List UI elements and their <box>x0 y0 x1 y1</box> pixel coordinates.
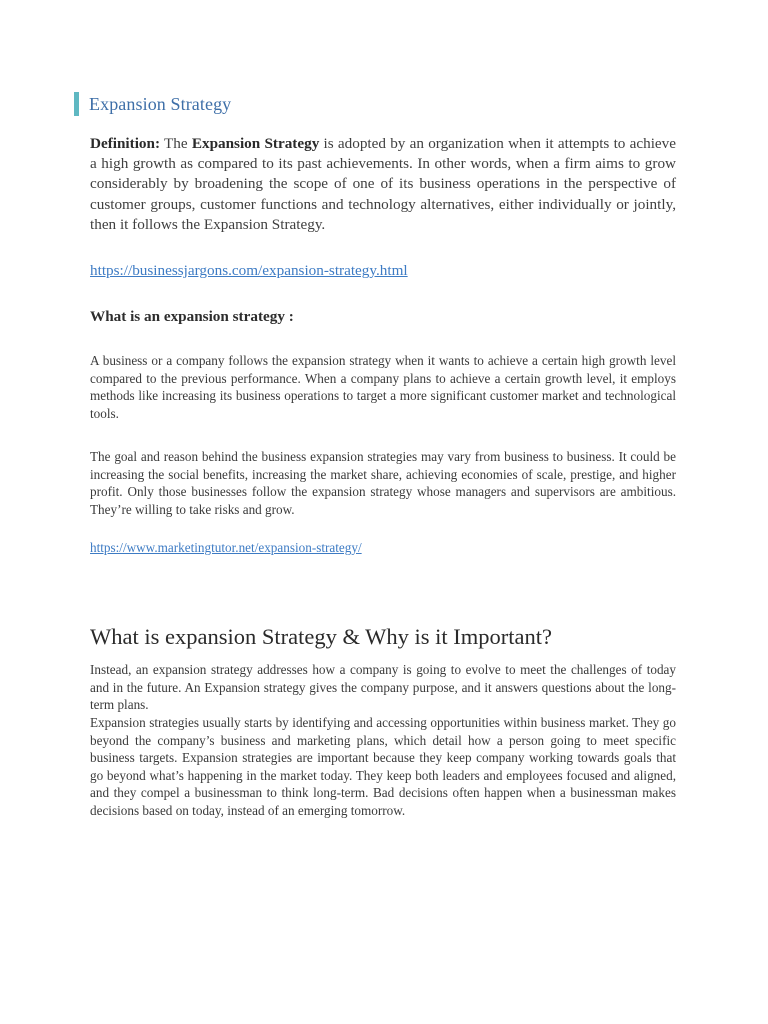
definition-text: is adopted by an organization when it attempts to achieve a high growth as compared to its past achievements. In other words, when a firm aims to grow considerably by broadening the scope of one of its business operations in the perspective of customer groups, customer functions and technology alternatives, either individually or jointly, then it follows the Expansion Strategy. <box>90 135 676 233</box>
heading-accent-bar <box>74 92 79 116</box>
definition-term: Expansion Strategy <box>191 135 320 152</box>
subheading: What is an expansion strategy : <box>90 308 294 325</box>
paragraph-goal: The goal and reason behind the business expansion strategies may vary from business to business. It could be increasing the social benefits, increasing the market share, achieving economies of scale, prestige, and higher profit. Only those businesses follow the expansion strategy whose managers and supervisors are ambitious. They’re willing to take risks and grow. <box>90 449 676 517</box>
section-heading <box>74 92 231 116</box>
page-title: What is expansion Strategy & Why is it Important? <box>90 624 552 649</box>
paragraph-expansion: Expansion strategies usually starts by identifying and accessing opportunities within business market. They go beyond the company’s business and marketing plans, which detail how a person going to meet specific business targets. Expansion strategies are important because they keep company working towards goals that go beyond what’s happening in the market today. They keep both leaders and employees focused and aligned, and they compel a businessman to think long-term. Bad decisions often happen when a businessman makes decisions based on today, instead of an emerging tomorrow. <box>90 715 676 818</box>
marketingtutor-link[interactable]: https://www.marketingtutor.net/expansion-strategy/ <box>90 540 362 555</box>
paragraph-growth: A business or a company follows the expansion strategy when it wants to achieve a certain high growth level compared to the previous performance. When a company plans to achieve a certain growth level, it employs methods like increasing its business operations to target a more significant customer market and technological tools. <box>90 353 676 421</box>
businessjargons-link[interactable]: https://businessjargons.com/expansion-strategy.html <box>90 262 408 279</box>
definition-pre: The <box>160 135 192 152</box>
definition-label: Definition: <box>90 135 161 152</box>
section-title: Expansion Strategy <box>89 93 232 114</box>
paragraph-instead: Instead, an expansion strategy addresses how a company is going to evolve to meet the challenges of today and in the future. An Expansion strategy gives the company purpose, and it answers questions about the long-term plans. <box>90 662 676 712</box>
definition-paragraph <box>90 134 676 235</box>
